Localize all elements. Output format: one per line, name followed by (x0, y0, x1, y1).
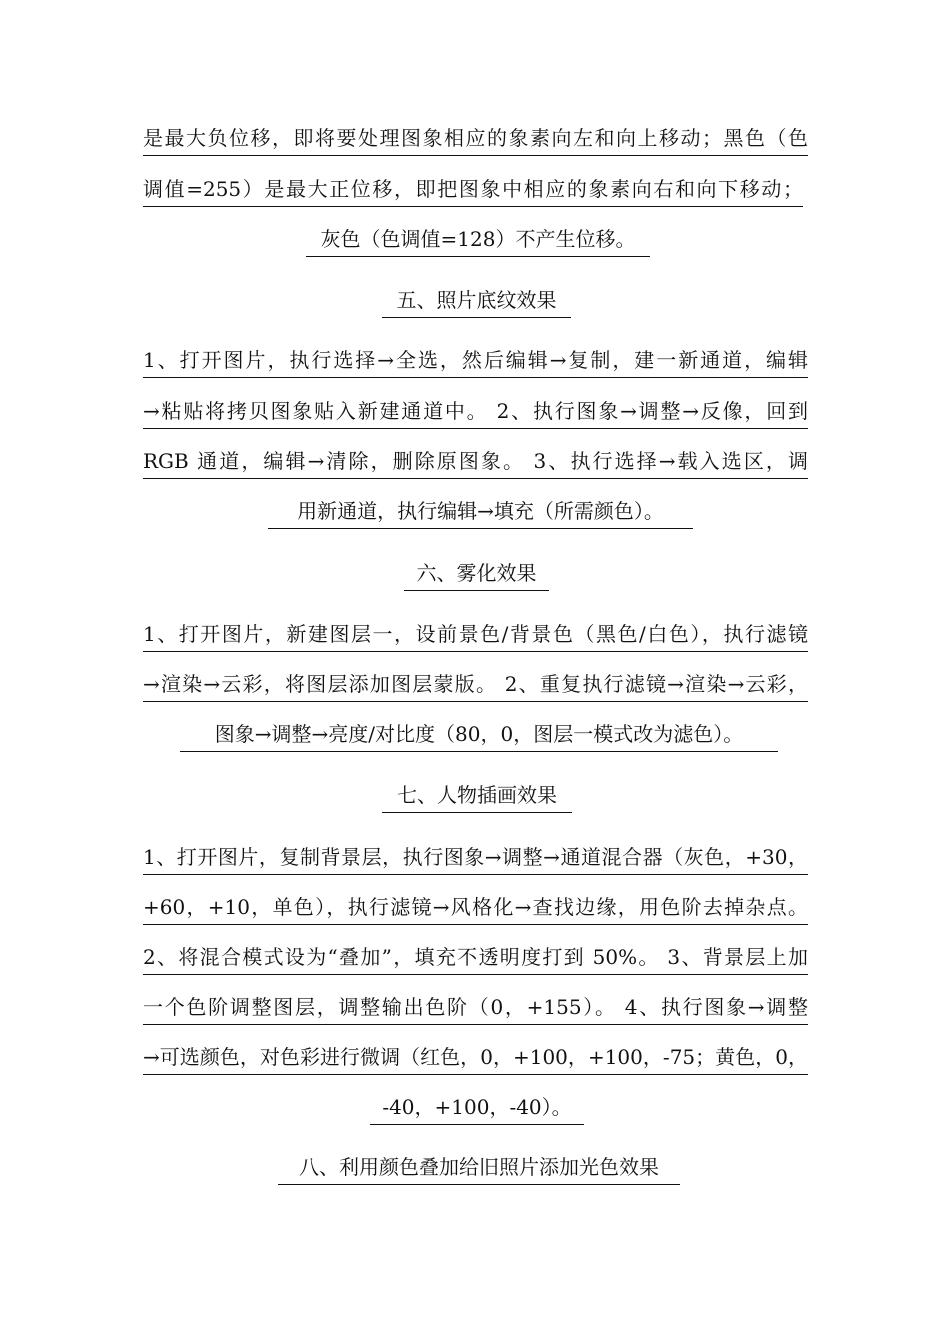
body-line: 1、打开图片，复制背景层，执行图象→调整→通道混合器（灰色，+30， (143, 840, 808, 875)
body-line: RGB 通道，编辑→清除，删除原图象。 3、执行选择→载入选区，调 (143, 444, 808, 479)
body-line: 用新通道，执行编辑→填充（所需颜色）。 (268, 494, 693, 529)
body-line: +60，+10，单色），执行滤镜→风格化→查找边缘，用色阶去掉杂点。 (143, 890, 808, 925)
body-line: →可选颜色，对色彩进行微调（红色，0，+100，+100，-75；黄色，0， (143, 1040, 808, 1075)
section-heading: 六、雾化效果 (404, 556, 549, 591)
body-line: 是最大负位移，即将要处理图象相应的象素向左和向上移动；黑色（色 (143, 121, 808, 156)
body-line: 调值=255）是最大正位移，即把图象中相应的象素向右和向下移动； (143, 172, 803, 207)
body-line: 2、将混合模式设为“叠加”，填充不透明度打到 50%。 3、背景层上加 (143, 940, 808, 975)
body-line: 图象→调整→亮度/对比度（80，0，图层一模式改为滤色）。 (180, 717, 778, 752)
body-line: →渲染→云彩，将图层添加图层蒙版。 2、重复执行滤镜→渲染→云彩， (143, 667, 808, 702)
section-heading: 八、利用颜色叠加给旧照片添加光色效果 (278, 1150, 680, 1185)
body-line: 灰色（色调值=128）不产生位移。 (306, 222, 650, 257)
body-line: 1、打开图片，执行选择→全选，然后编辑→复制，建一新通道，编辑 (143, 343, 808, 378)
body-line: →粘贴将拷贝图象贴入新建通道中。 2、执行图象→调整→反像，回到 (143, 394, 808, 429)
body-line: 一个色阶调整图层，调整输出色阶（0，+155）。 4、执行图象→调整 (143, 990, 808, 1025)
section-heading: 五、照片底纹效果 (382, 283, 571, 318)
body-line: 1、打开图片，新建图层一，设前景色/背景色（黑色/白色），执行滤镜 (143, 617, 808, 652)
body-line: -40，+100，-40）。 (370, 1090, 584, 1125)
section-heading: 七、人物插画效果 (382, 778, 572, 813)
